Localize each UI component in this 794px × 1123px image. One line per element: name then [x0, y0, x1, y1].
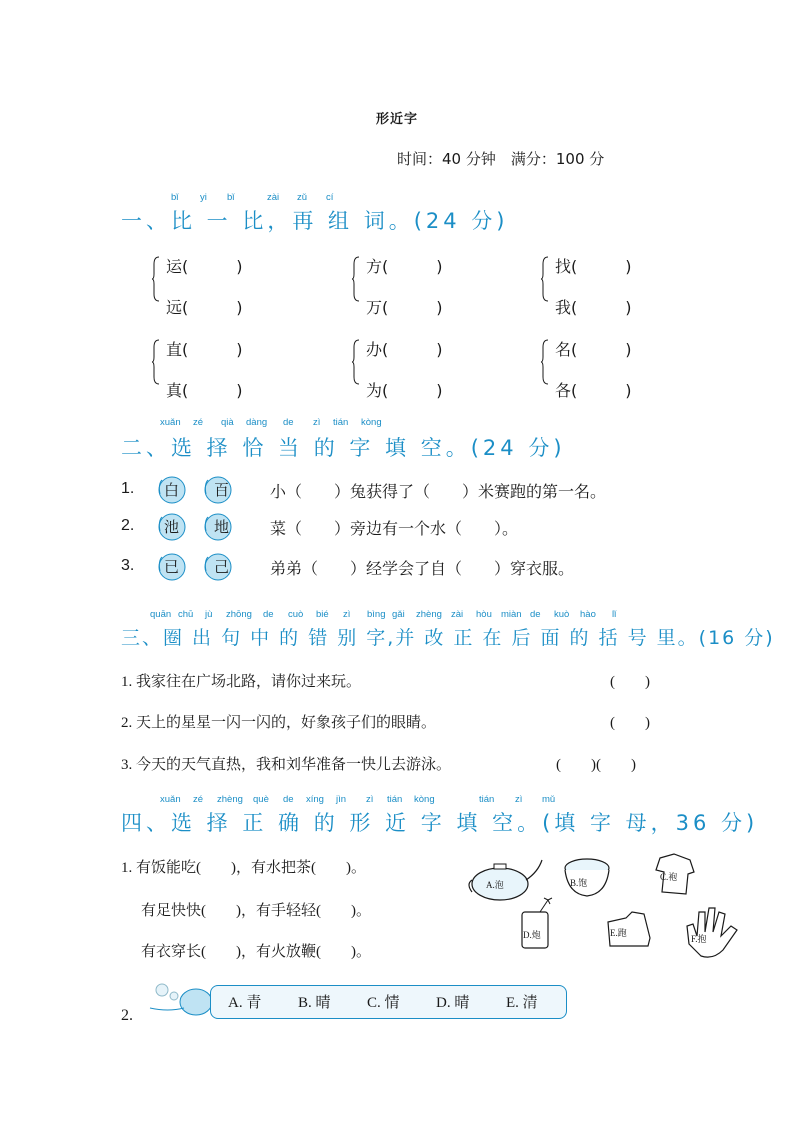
word-pair-top[interactable]: 直( ) [166, 340, 243, 359]
pinyin: miàn [501, 609, 522, 620]
pinyin: quān [150, 609, 172, 620]
word-pair-top[interactable]: 方( ) [366, 257, 443, 276]
pinyin: lǐ [612, 609, 617, 620]
option-char: 百 [214, 481, 230, 499]
pinyin: de [530, 609, 541, 620]
pinyin: bìng [367, 609, 386, 620]
pinyin: xíng [306, 794, 324, 805]
picture-label: C.袍 [660, 872, 678, 882]
option-b[interactable]: B. 晴 [298, 995, 331, 1011]
answer-paren[interactable]: ( )( ) [556, 757, 636, 773]
snail-option-a[interactable] [156, 511, 186, 545]
pinyin: tián [333, 417, 349, 428]
word-pair-top[interactable]: 名( ) [555, 340, 632, 359]
mascot-picture [148, 978, 218, 1018]
pinyin: yi [200, 192, 207, 203]
picture-label: A.泡 [486, 880, 504, 890]
brace-icon [352, 256, 360, 302]
page-title: 形近字 [375, 112, 418, 127]
option-char: 池 [164, 518, 180, 536]
word-pair-bottom[interactable]: 我( ) [555, 298, 632, 317]
pinyin: de [283, 794, 294, 805]
snail-option-b[interactable] [202, 474, 232, 508]
snail-option-b[interactable] [202, 511, 232, 545]
bowl-picture [562, 856, 612, 898]
pinyin: zài [267, 192, 280, 203]
brace-icon [352, 339, 360, 385]
item-number: 3. [121, 557, 135, 574]
word-pair-top[interactable]: 找( ) [555, 257, 632, 276]
pinyin: de [263, 609, 274, 620]
pinyin: cuò [288, 609, 304, 620]
pinyin: zé [193, 417, 204, 428]
pinyin: xuǎn [160, 794, 181, 805]
word-pair-bottom[interactable]: 万( ) [366, 298, 443, 317]
word-pair-bottom[interactable]: 真( ) [166, 381, 243, 400]
pinyin: bié [316, 609, 329, 620]
pinyin: mǔ [542, 794, 556, 805]
item-number: 2. [121, 517, 135, 534]
pinyin: zhèng [416, 609, 442, 620]
pinyin: cí [326, 192, 334, 203]
teapot-picture [468, 854, 548, 902]
hand-picture [683, 904, 743, 962]
mascot-icon [148, 978, 218, 1018]
picture-label: B.饱 [570, 878, 588, 888]
option-a[interactable]: A. 青 [228, 995, 262, 1011]
pinyin: tián [387, 794, 403, 805]
firecracker-icon [518, 896, 558, 950]
item-number: 2. [121, 1007, 133, 1024]
question-text: 有足快快( )，有手轻轻( )。 [141, 903, 371, 919]
pinyin: dàng [246, 417, 268, 428]
section-heading-3: 三、圈 出 句 中 的 错 别 字,并 改 正 在 后 面 的 括 号 里。(16 分) [121, 627, 775, 649]
pinyin: bǐ [227, 192, 235, 203]
pinyin: hào [580, 609, 596, 620]
picture-label: D.炮 [523, 930, 541, 940]
word-pair-top[interactable]: 运( ) [166, 257, 243, 276]
brace-icon [152, 256, 160, 302]
time-info: 时间：40 分钟 满分：100 分 [397, 150, 605, 168]
pinyin: jìn [336, 794, 347, 805]
brace-icon [541, 256, 549, 302]
question-text: 有衣穿长( )，有火放鞭( )。 [141, 944, 371, 960]
teapot-icon [468, 854, 548, 902]
word-pair-bottom[interactable]: 远( ) [166, 298, 243, 317]
pinyin: hòu [476, 609, 492, 620]
pinyin: gǎi [392, 609, 405, 620]
pinyin: qià [221, 417, 234, 428]
snail-option-a[interactable] [156, 474, 186, 508]
robe-picture [652, 852, 697, 897]
option-char: 己 [214, 558, 230, 576]
option-e[interactable]: E. 清 [506, 995, 538, 1011]
section-heading-1: 一、比 一 比，再 组 词。(24 分) [121, 209, 509, 233]
brace-icon [541, 339, 549, 385]
pinyin: zì [343, 609, 351, 620]
picture-label: F.抱 [691, 934, 707, 944]
pinyin: què [253, 794, 269, 805]
word-pair-bottom[interactable]: 各( ) [555, 381, 632, 400]
question-text: 小（ ）兔获得了（ ）米赛跑的第一名。 [270, 482, 607, 501]
question-text: 2. 天上的星星一闪一闪的，好象孩子们的眼睛。 [121, 715, 437, 731]
snail-option-a[interactable] [156, 551, 186, 585]
pinyin: de [283, 417, 294, 428]
pinyin: tián [479, 794, 495, 805]
pinyin: zé [193, 794, 204, 805]
pinyin: chū [178, 609, 194, 620]
pinyin: jù [205, 609, 213, 620]
option-char: 地 [214, 518, 230, 536]
word-pair-bottom[interactable]: 为( ) [366, 381, 443, 400]
pinyin: zhèng [217, 794, 243, 805]
option-d[interactable]: D. 晴 [436, 995, 470, 1011]
firecracker-picture [518, 896, 558, 950]
shoe-picture [604, 908, 654, 950]
pinyin: zì [515, 794, 523, 805]
section-heading-2: 二、选 择 恰 当 的 字 填 空。(24 分) [121, 436, 566, 460]
answer-paren[interactable]: ( ) [610, 674, 650, 690]
pinyin: kuò [554, 609, 570, 620]
snail-option-b[interactable] [202, 551, 232, 585]
answer-paren[interactable]: ( ) [610, 715, 650, 731]
pinyin: zì [313, 417, 321, 428]
question-text: 3. 今天的天气直热，我和刘华准备一快儿去游泳。 [121, 757, 452, 773]
question-text: 1. 我家往在广场北路，请你过来玩。 [121, 674, 362, 690]
question-text: 1. 有饭能吃( )，有水把茶( )。 [121, 860, 366, 876]
pinyin: xuǎn [160, 417, 181, 428]
picture-label: E.跑 [610, 928, 627, 938]
section-heading-4: 四、选 择 正 确 的 形 近 字 填 空。(填 字 母，36 分) [121, 811, 759, 835]
pinyin: zǔ [297, 192, 308, 203]
word-pair-top[interactable]: 办( ) [366, 340, 443, 359]
pinyin: kòng [361, 417, 382, 428]
item-number: 1. [121, 480, 135, 497]
brace-icon [152, 339, 160, 385]
option-char: 已 [164, 558, 180, 576]
question-text: 菜（ ）旁边有一个水（ ）。 [270, 519, 519, 538]
pinyin: zì [366, 794, 374, 805]
question-text: 弟弟（ ）经学会了自（ ）穿衣服。 [270, 559, 575, 578]
pinyin: zhōng [226, 609, 252, 620]
option-char: 白 [164, 481, 180, 499]
pinyin: bǐ [171, 192, 179, 203]
option-c[interactable]: C. 情 [367, 995, 400, 1011]
pinyin: zài [451, 609, 464, 620]
pinyin: kòng [414, 794, 435, 805]
